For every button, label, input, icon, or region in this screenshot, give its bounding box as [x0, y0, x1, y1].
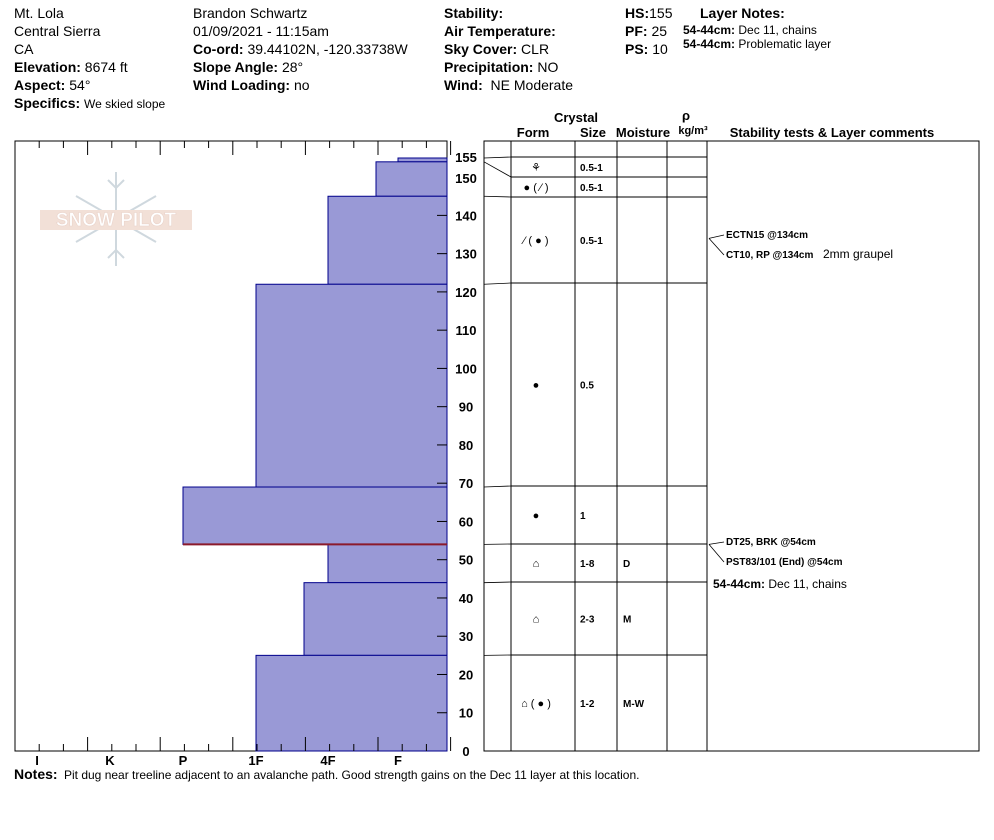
layer-form: ⁄ ( ● ) — [523, 235, 549, 247]
density-header: ρ — [681, 108, 691, 123]
hardness-bar-8 — [256, 655, 447, 751]
depth-tick-80: 80 — [458, 437, 474, 453]
hardness-bar-3 — [328, 196, 447, 284]
notes-text: Pit dug near treeline adjacent to an avalanche path. Good strength gains on the Dec 11 layer at this location. — [64, 768, 640, 782]
datetime: 01/09/2021 - 11:15am — [193, 23, 329, 39]
test-label: PST83/101 (End) @54cm — [726, 557, 843, 568]
layer-size: 1-2 — [580, 699, 595, 710]
region: Central Sierra — [14, 23, 101, 39]
watermark-text: SNOW PILOT — [55, 210, 177, 231]
layer-size: 1-8 — [580, 559, 595, 570]
crystal-header: Crystal — [553, 110, 599, 125]
layer-connector — [484, 283, 511, 284]
layer-form: ⌂ — [532, 613, 540, 626]
layer-size: 1 — [580, 511, 586, 522]
layer-comment-text: Dec 11, chains — [768, 577, 847, 591]
layer-size: 0.5-1 — [580, 163, 603, 174]
test-label: CT10, RP @134cm — [726, 250, 814, 261]
depth-tick-0: 0 — [462, 744, 470, 759]
layer-connector — [484, 582, 511, 583]
coordinates: Co-ord: 39.44102N, -120.33738W — [193, 41, 408, 57]
hardness-label-4F: 4F — [320, 753, 336, 768]
test-leader — [709, 544, 724, 562]
test-label: ECTN15 @134cm — [726, 230, 809, 241]
observer: Brandon Schwartz — [193, 5, 308, 21]
hardness-label-I: I — [35, 753, 39, 768]
test-leader — [709, 238, 724, 255]
layer-form: ● — [532, 510, 540, 522]
notes-label: Notes: — [14, 766, 58, 782]
hardness-bar-6 — [328, 544, 447, 582]
hardness-bars — [183, 158, 447, 751]
depth-tick-60: 60 — [458, 514, 474, 530]
state: CA — [14, 41, 34, 57]
layer-notes-label: Layer Notes: — [700, 5, 785, 21]
depth-tick-120: 120 — [455, 284, 477, 300]
layer-rows — [511, 157, 707, 710]
depth-tick-140: 140 — [455, 208, 477, 224]
aspect: Aspect: 54° — [14, 77, 91, 93]
sky-cover: Sky Cover: CLR — [444, 41, 550, 57]
hs: HS:155 — [625, 5, 673, 21]
layer-connector — [484, 157, 511, 158]
hardness-labels — [35, 753, 402, 768]
ps: PS: 10 — [625, 41, 668, 57]
hardness-label-F: F — [394, 753, 402, 768]
layer-moisture: D — [623, 559, 631, 570]
layer-size: 0.5 — [580, 380, 594, 392]
depth-tick-130: 130 — [455, 246, 477, 262]
air-temperature: Air Temperature: — [444, 23, 556, 39]
depth-tick-155: 155 — [455, 150, 477, 165]
depth-tick-150: 150 — [455, 171, 477, 187]
depth-tick-70: 70 — [458, 476, 474, 492]
hardness-label-1F: 1F — [248, 753, 264, 768]
layer-comment — [713, 577, 847, 591]
layer-note-2: 54-44cm: Problematic layer — [683, 37, 832, 51]
layer-form: ● — [532, 379, 540, 392]
layer-form: ● ( ⁄ ) — [523, 182, 549, 194]
slope-angle: Slope Angle: 28° — [193, 59, 304, 75]
layer-connector — [484, 196, 511, 197]
density-unit: kg/m³ — [678, 125, 708, 137]
layer-moisture: M — [623, 614, 632, 626]
hardness-bar-1 — [398, 158, 447, 162]
layer-moisture: M-W — [623, 699, 645, 710]
layer-size: 0.5-1 — [580, 183, 603, 194]
layer-size: 0.5-1 — [580, 236, 603, 247]
comments-header: Stability tests & Layer comments — [729, 125, 935, 140]
depth-tick-40: 40 — [458, 590, 474, 606]
layer-note-1: 54-44cm: Dec 11, chains — [683, 23, 817, 37]
depth-tick-30: 30 — [458, 629, 474, 645]
depth-tick-50: 50 — [458, 552, 474, 568]
layer-connector — [484, 162, 511, 177]
layer-form: ⚘ — [531, 162, 541, 174]
layer-connector — [484, 486, 511, 487]
stability: Stability: — [444, 5, 504, 21]
layer-size: 2-3 — [580, 614, 595, 626]
layer-comment-range: 54-44cm: — [713, 577, 769, 591]
moisture-header: Moisture — [615, 125, 671, 140]
depth-tick-90: 90 — [458, 399, 474, 415]
precipitation: Precipitation: NO — [444, 59, 559, 75]
test-comment: 2mm graupel — [823, 247, 894, 261]
layer-connectors — [484, 157, 511, 655]
stability-tests — [709, 230, 893, 591]
wind-loading: Wind Loading: no — [193, 77, 310, 93]
snowpilot-logo — [40, 172, 192, 266]
layer-form: ⌂ — [532, 558, 540, 570]
hardness-bar-7 — [304, 583, 447, 656]
pf: PF: 25 — [625, 23, 668, 39]
hardness-bar-5 — [183, 487, 447, 544]
location: Mt. Lola — [14, 5, 64, 21]
depth-tick-10: 10 — [458, 705, 474, 721]
hardness-bar-2 — [376, 162, 447, 196]
specifics: Specifics: We skied slope — [14, 95, 166, 111]
wind: Wind: NE Moderate — [444, 77, 574, 93]
top-ticks — [15, 141, 451, 155]
elevation: Elevation: 8674 ft — [14, 59, 128, 75]
form-header: Form — [516, 125, 550, 140]
hardness-label-K: K — [105, 753, 115, 768]
test-leader — [709, 235, 724, 238]
hardness-bar-4 — [256, 284, 447, 487]
hardness-label-P: P — [178, 753, 188, 768]
layer-form: ⌂ ( ● ) — [521, 698, 551, 710]
test-label: DT25, BRK @54cm — [726, 537, 816, 548]
depth-tick-20: 20 — [458, 667, 474, 683]
depth-tick-100: 100 — [455, 361, 477, 377]
test-leader — [709, 542, 724, 544]
depth-tick-110: 110 — [455, 323, 477, 339]
size-header: Size — [579, 125, 607, 140]
